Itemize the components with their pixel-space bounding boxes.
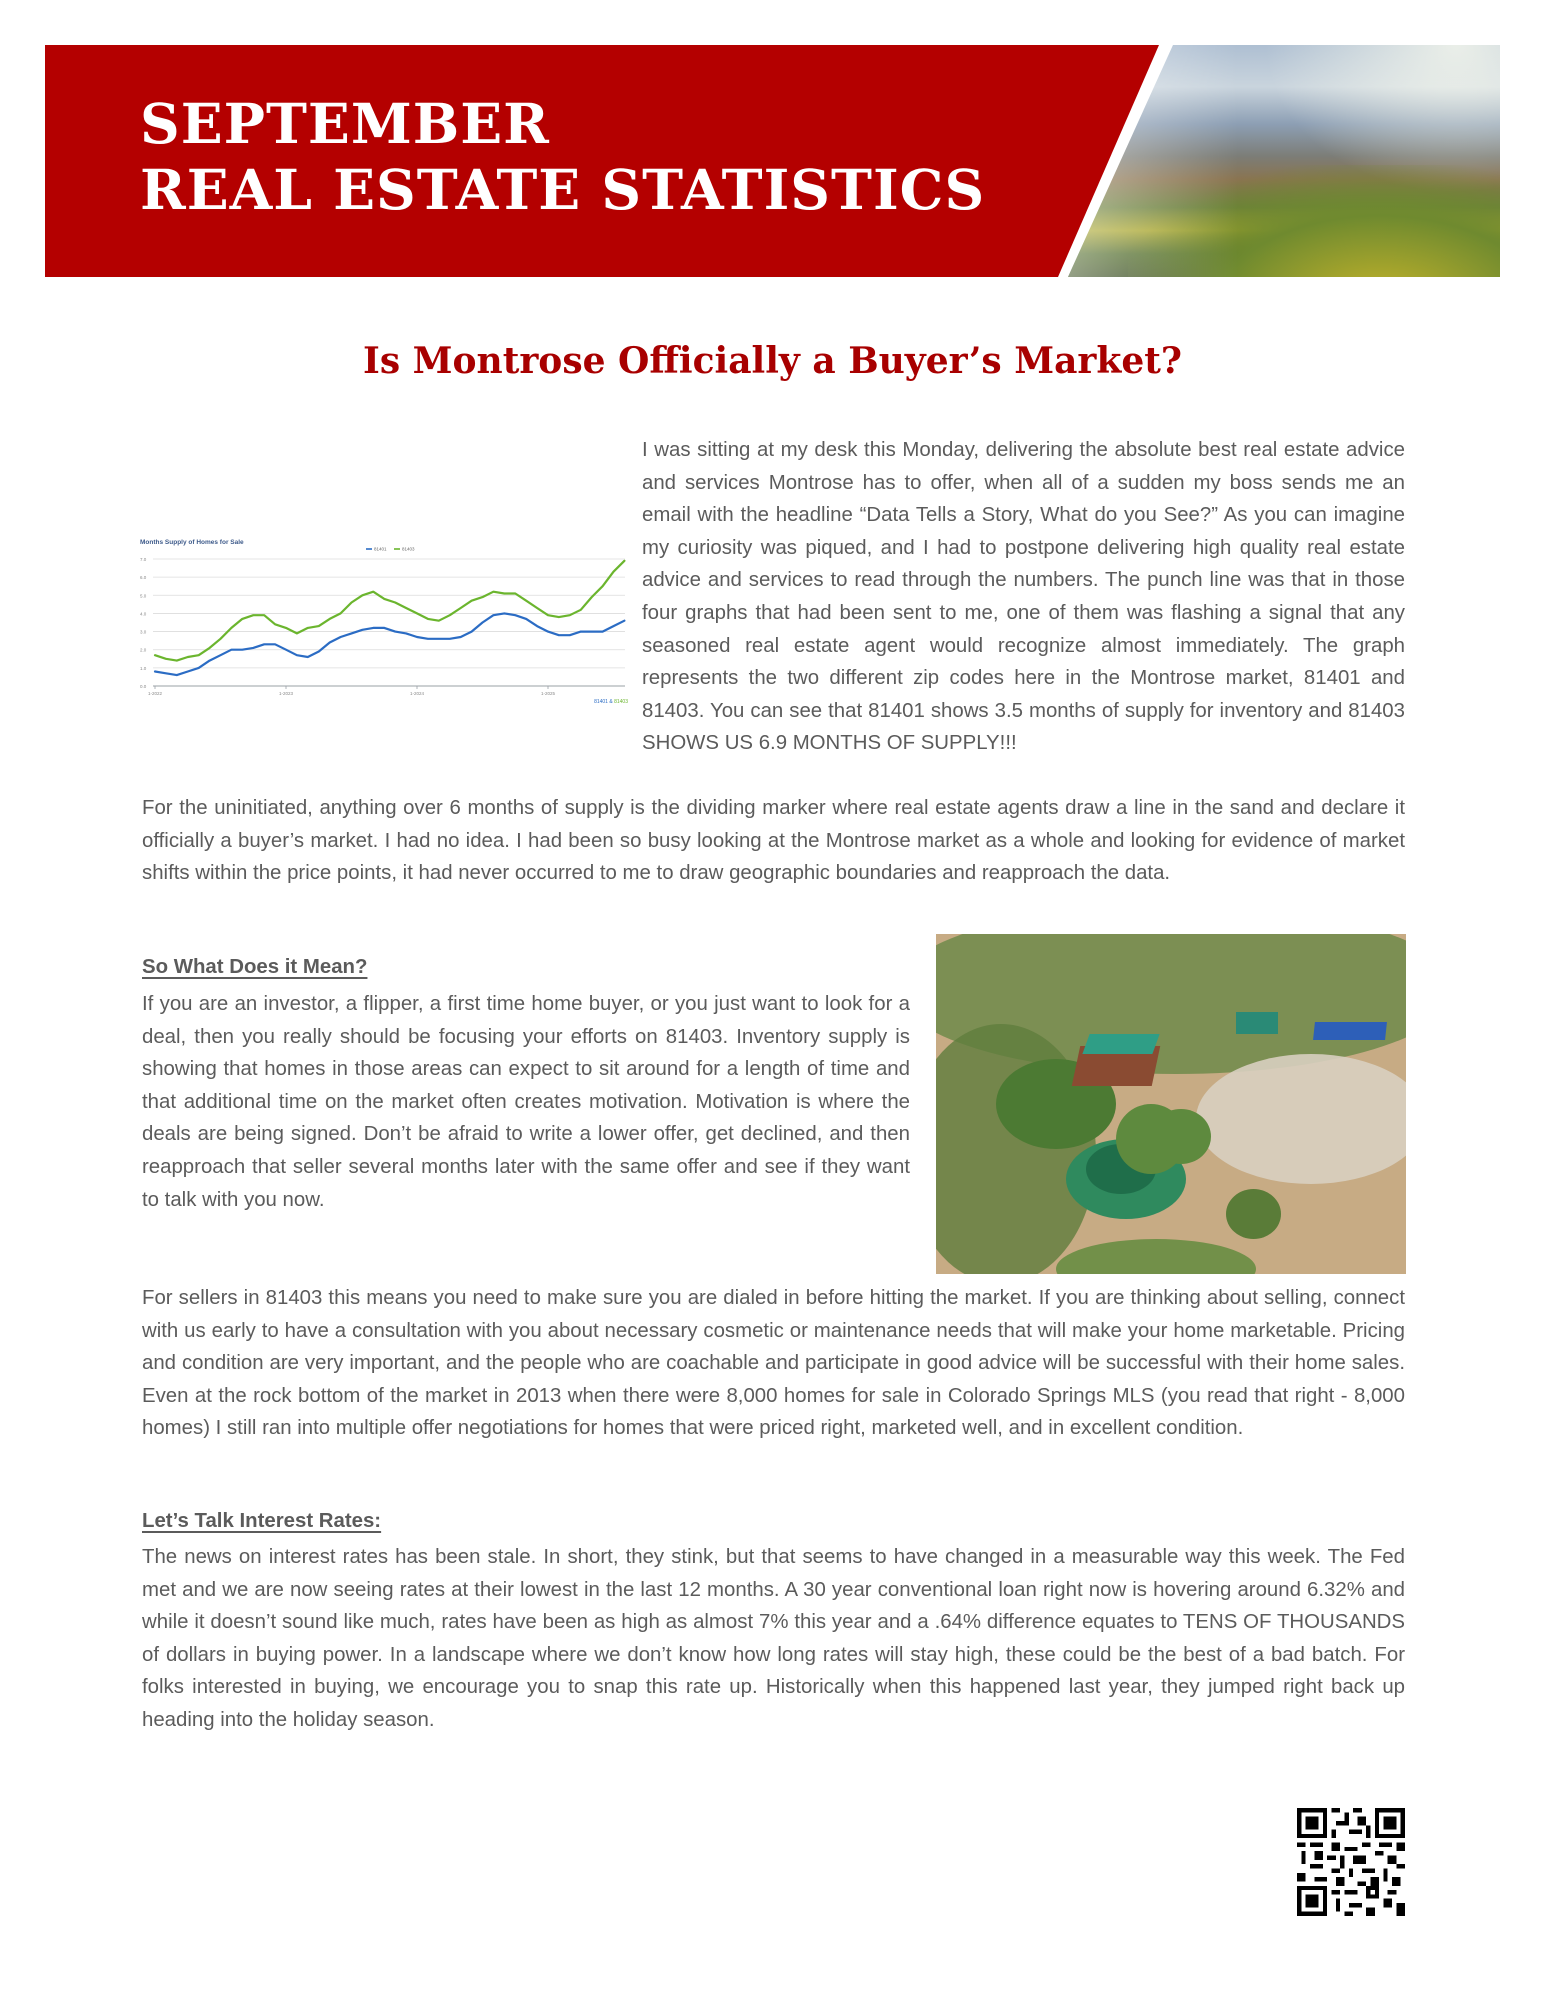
- svg-text:4.0: 4.0: [140, 611, 147, 617]
- svg-text:1-2023: 1-2023: [278, 691, 294, 696]
- svg-text:81403: 81403: [402, 546, 415, 552]
- svg-text:1-2024: 1-2024: [409, 691, 425, 696]
- sellers-paragraph: For sellers in 81403 this means you need to make sure you are dialed in before hitting the market. If you are thinking about selling, connect with us early to have a consultation with you about necessary cosmetic or maintenance needs that will make your home marketable. Pricing and condition are very important, and the people who are coachable and participate in good advice will be successful with their home sales. Even at the rock bottom of the market in 2013 when there were 8,000 homes for sale in Colorado Springs MLS (you read that right - 8,000 homes) I still ran into multiple offer negotiations for homes that were priced right, marketed well, and in excellent condition.: [142, 1287, 1405, 1440]
- chart-x-axis: [148, 686, 556, 696]
- aerial-property-photo: [936, 934, 1406, 1274]
- intro-paragraph-right: I was sitting at my desk this Monday, delivering the absolute best real estate advice and services Montrose has to offer, when all of a sudden my boss sends me an email with the headline “Data Tells a Story, What do you See?” As you can imagine my curiosity was piqued, and I had to postpone delivering high quality real estate advice and services to read through the numbers. The punch line was that in those four graphs that had been sent to me, one of them was flashing a signal that any seasoned real estate agent would recognize almost immediately. The graph represents the two different zip codes here in the Montrose market, 81401 and 81403. You can see that 81401 shows 3.5 months of supply for inventory and 81403 SHOWS US 6.9 MONTHS OF SUPPLY!!!: [642, 439, 1405, 755]
- intro-paragraph-full: For the uninitiated, anything over 6 months of supply is the dividing marker where real estate agents draw a line in the sand and declare it officially a buyer’s market. I had no idea. I had been so busy looking at the Montrose market as a whole and looking for evidence of market shifts within the price points, it had never occurred to me to draw geographic boundaries and reapproach the data.: [142, 797, 1405, 885]
- qr-code-icon: [1297, 1808, 1405, 1916]
- svg-text:7.0: 7.0: [140, 557, 147, 562]
- qr-code[interactable]: [1297, 1808, 1405, 1916]
- svg-text:3.0: 3.0: [140, 629, 147, 635]
- banner-title: [140, 91, 985, 223]
- svg-text:2.0: 2.0: [140, 647, 147, 653]
- chart-grid: [140, 557, 625, 689]
- chart-legend: [366, 547, 415, 552]
- months-supply-chart: [138, 530, 630, 705]
- header-banner: [45, 45, 1500, 277]
- svg-text:81401: 81401: [374, 546, 387, 552]
- chart-lines: [155, 561, 624, 675]
- svg-text:0.0: 0.0: [140, 684, 147, 689]
- article-title: Is Montrose Officially a Buyer’s Market?: [363, 340, 1182, 382]
- chart-footnote: 81401 & 81403: [594, 699, 628, 705]
- chart-title: Months Supply of Homes for Sale: [140, 539, 244, 546]
- section-heading-what-it-means: So What Does it Mean?: [142, 956, 368, 978]
- line-chart: [138, 530, 630, 705]
- section-interest-rates-body: The news on interest rates has been stale. In short, they stink, but that seems to have changed in a measurable way this week. The Fed met and we are now seeing rates at their lowest in the last 12 months. A 30 year conventional loan right now is hovering around 6.32% and while it doesn’t sound like much, rates have been as high as almost 7% this year and a .64% difference equates to TENS OF THOUSANDS of dollars in buying power. In a landscape where we don’t know how long rates will stay high, these could be the best of a bad batch. For folks interested in buying, we encourage you to snap this rate up. Historically when this happened last year, they jumped right back up heading into the holiday season.: [142, 1546, 1405, 1731]
- section-heading-interest-rates: Let’s Talk Interest Rates:: [142, 1510, 382, 1532]
- svg-text:1-2025: 1-2025: [540, 691, 556, 696]
- svg-text:5.0: 5.0: [140, 593, 147, 599]
- section-what-it-means-body: If you are an investor, a flipper, a first time home buyer, or you just want to look for a deal, then you really should be focusing your efforts on 81403. Inventory supply is showing that homes in those areas can expect to sit around for a length of time and that additional time on the market often creates motivation. Motivation is where the deals are being signed. Don’t be afraid to write a lower offer, get declined, and then reapproach that seller several months later with the same offer and see if they want to talk with you now.: [142, 993, 910, 1211]
- svg-text:1.0: 1.0: [140, 665, 147, 671]
- svg-text:1-2022: 1-2022: [147, 691, 163, 696]
- svg-text:6.0: 6.0: [140, 575, 147, 581]
- banner-title-line2: REAL ESTATE STATISTICS: [140, 157, 986, 222]
- banner-title-line1: SEPTEMBER: [140, 91, 550, 156]
